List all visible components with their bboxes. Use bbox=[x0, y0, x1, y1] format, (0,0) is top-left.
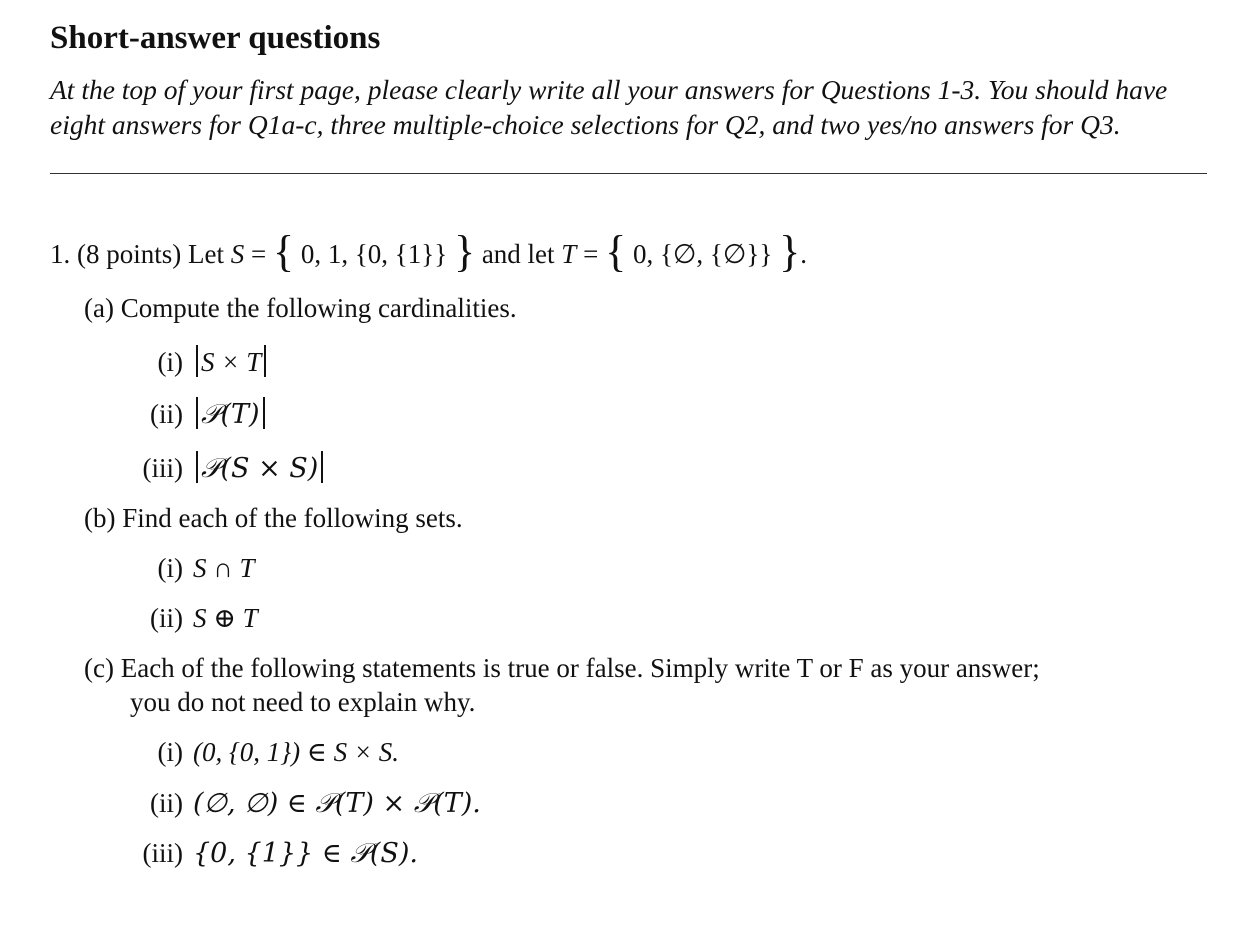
part-a-text: Compute the following cardinalities. bbox=[120, 293, 517, 323]
equals-sign: = bbox=[250, 239, 267, 269]
part-c-item-2 bbox=[128, 786, 481, 821]
and-let-text: and let bbox=[481, 239, 555, 269]
part-c-item-3 bbox=[128, 836, 418, 871]
question-number: 1. bbox=[50, 239, 71, 269]
abs-bar-right bbox=[263, 397, 265, 429]
part-a-item-2 bbox=[128, 397, 268, 432]
item-label: (ii) bbox=[150, 603, 183, 633]
abs-bar-right bbox=[321, 451, 323, 483]
abs-bar-right bbox=[264, 345, 266, 377]
item-expression: (0, {0, 1}) ∈ S × S. bbox=[193, 737, 400, 767]
part-c-item-1 bbox=[128, 735, 399, 769]
instructions-line-1: At the top of your first page, please clearly write all your answers for Questions 1-3. You should have bbox=[50, 74, 1168, 105]
section-heading: Short-answer questions bbox=[50, 20, 381, 56]
set-s-variable: S bbox=[230, 239, 245, 269]
item-expression: S × T bbox=[201, 347, 262, 377]
item-label: (i) bbox=[157, 737, 183, 767]
abs-bar-left bbox=[196, 397, 198, 429]
part-c-line-2 bbox=[130, 685, 475, 719]
instructions-paragraph bbox=[50, 72, 1215, 142]
part-c bbox=[84, 651, 1040, 685]
horizontal-divider bbox=[50, 173, 1207, 174]
open-brace: { bbox=[272, 227, 295, 276]
equals-sign-2: = bbox=[583, 239, 599, 269]
item-label: (ii) bbox=[150, 399, 183, 429]
item-expression: 𝒫(T) bbox=[201, 399, 260, 430]
item-expression: S ⊕ T bbox=[193, 603, 258, 633]
part-c-label: (c) bbox=[84, 653, 114, 683]
item-expression: 𝒫(S × S) bbox=[201, 453, 319, 484]
part-b-label: (b) bbox=[84, 503, 116, 533]
item-label: (iii) bbox=[142, 453, 183, 483]
item-label: (i) bbox=[157, 553, 183, 583]
question-points: (8 points) bbox=[77, 239, 182, 269]
part-b bbox=[84, 501, 463, 535]
part-c-text-line-1: Each of the following statements is true or false. Simply write T or F as your answer; bbox=[120, 653, 1040, 683]
part-a-item-3 bbox=[128, 451, 326, 486]
set-t-variable: T bbox=[561, 239, 577, 269]
instructions-line-2: eight answers for Q1a-c, three multiple-choice selections for Q2, and two yes/no answers for Q3. bbox=[50, 109, 1121, 140]
abs-bar-left bbox=[196, 345, 198, 377]
set-t-elements: 0, {∅, {∅}} bbox=[632, 239, 773, 269]
close-brace-2: } bbox=[779, 227, 801, 276]
part-a-item-1 bbox=[128, 345, 269, 379]
item-label: (i) bbox=[157, 347, 183, 377]
part-b-item-2 bbox=[128, 601, 258, 635]
item-expression: {0, {1}} ∈ 𝒫(S). bbox=[193, 838, 418, 869]
abs-bar-left bbox=[196, 451, 198, 483]
item-expression: (∅, ∅) ∈ 𝒫(T) × 𝒫(T). bbox=[193, 788, 481, 819]
part-a-label: (a) bbox=[84, 293, 114, 323]
part-b-item-1 bbox=[128, 551, 255, 585]
question-1-statement bbox=[50, 227, 807, 276]
item-label: (iii) bbox=[142, 838, 183, 868]
part-a bbox=[84, 291, 517, 325]
item-label: (ii) bbox=[150, 788, 183, 818]
open-brace-2: { bbox=[605, 227, 627, 276]
set-s-elements: 0, 1, {0, {1}} bbox=[300, 239, 448, 269]
let-text: Let bbox=[188, 239, 224, 269]
item-expression: S ∩ T bbox=[193, 553, 255, 583]
part-b-text: Find each of the following sets. bbox=[122, 503, 463, 533]
part-c-text-line-2: you do not need to explain why. bbox=[130, 687, 476, 717]
statement-period: . bbox=[800, 239, 807, 269]
close-brace: } bbox=[453, 227, 476, 276]
